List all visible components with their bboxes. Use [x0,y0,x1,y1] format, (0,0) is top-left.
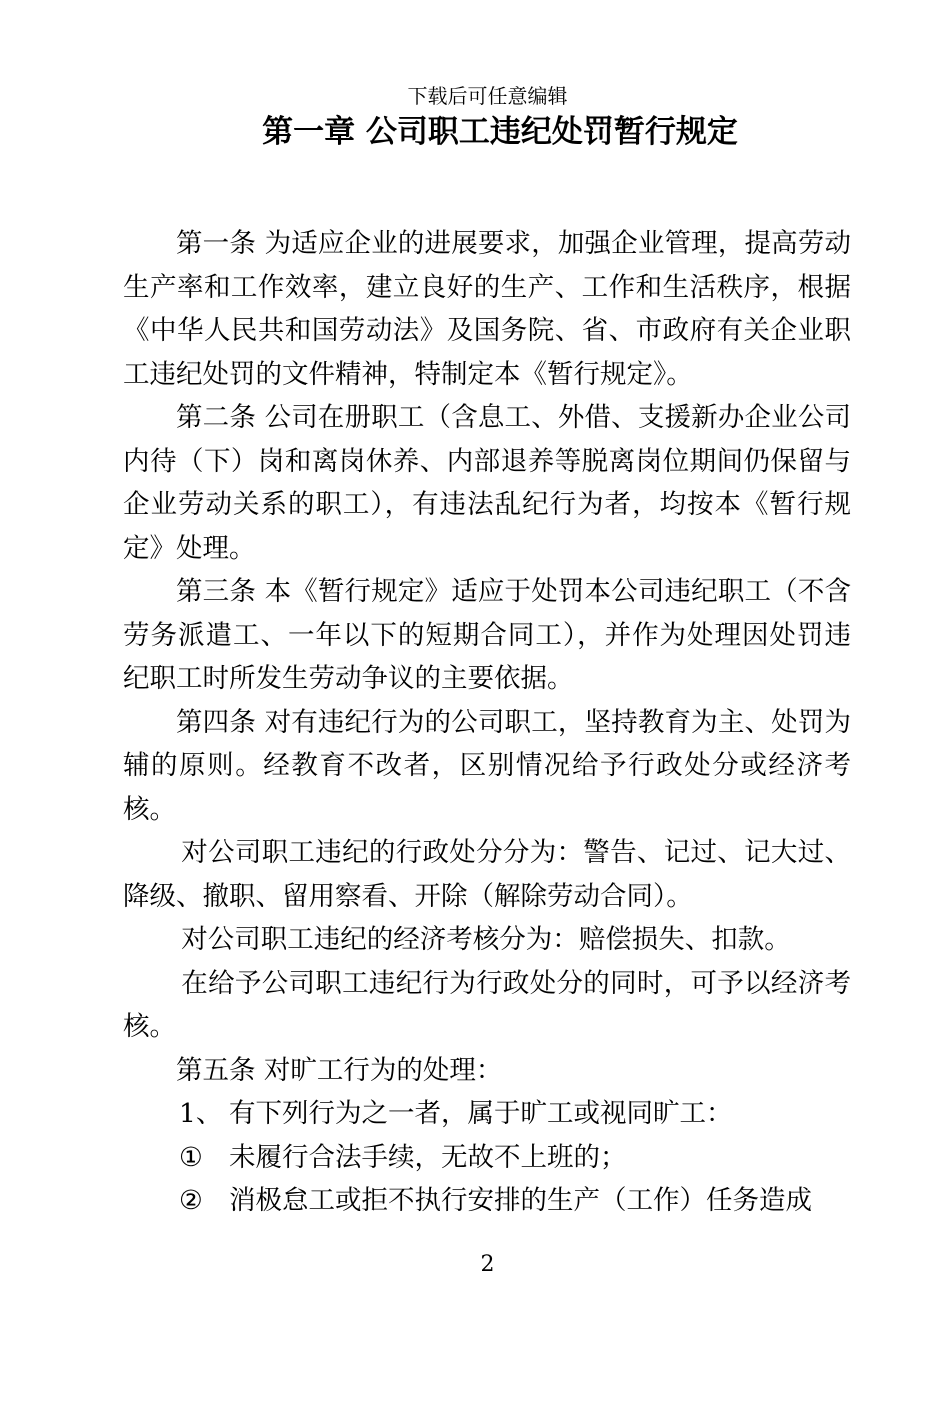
article-2-paragraph: 第二条 公司在册职工（含息工、外借、支援新办企业公司内待（下）岗和离岗休养、内部退养等脱离岗位期间仍保留与企业劳动关系的职工），有违法乱纪行为者，均按本《暂行规定》处理。 [123,402,851,564]
document-body [123,222,851,1223]
list-item [123,1092,851,1136]
list-item [123,1179,851,1223]
page-number: 2 [480,1252,495,1277]
header-note: 下载后可任意编辑 [407,84,568,108]
chapter-title: 第一章 公司职工违纪处罚暂行规定 [262,114,738,150]
economic-assessment-paragraph: 对公司职工违纪的经济考核分为：赔偿损失、扣款。 [181,924,791,955]
list-marker: ① [179,1141,203,1173]
list-item-text: 未履行合法手续，无故不上班的； [229,1141,627,1173]
article-4-paragraph: 第四条 对有违纪行为的公司职工，坚持教育为主、处罚为辅的原则。经教育不改者，区别情况给予行政处分或经济考核。 [123,706,851,825]
combined-sanction-paragraph: 在给予公司职工违纪行为行政处分的同时，可予以经济考核。 [123,967,851,1042]
list-marker: 1、 [179,1098,223,1129]
list-item-text: 有下列行为之一者，属于旷工或视同旷工： [229,1098,733,1129]
list-item-text: 消极怠工或拒不执行安排的生产（工作）任务造成 [229,1185,812,1216]
list-item [123,1136,851,1180]
article-5-paragraph: 第五条 对旷工行为的处理： [176,1054,503,1086]
administrative-sanctions-paragraph: 对公司职工违纪的行政处分分为：警告、记过、记大过、降级、撤职、留用察看、开除（解除劳动合同）。 [123,837,851,912]
article-3-paragraph: 第三条 本《暂行规定》适应于处罚本公司违纪职工（不含劳务派遣工、一年以下的短期合同工），并作为处理因处罚违纪职工时所发生劳动争议的主要依据。 [123,576,851,694]
list-marker: ② [179,1185,203,1216]
article-1-paragraph: 第一条 为适应企业的进展要求，加强企业管理，提高劳动生产率和工作效率，建立良好的生产、工作和生活秩序，根据《中华人民共和国劳动法》及国务院、省、市政府有关企业职工违纪处罚的文件精神，特制定本《暂行规定》。 [123,228,851,390]
